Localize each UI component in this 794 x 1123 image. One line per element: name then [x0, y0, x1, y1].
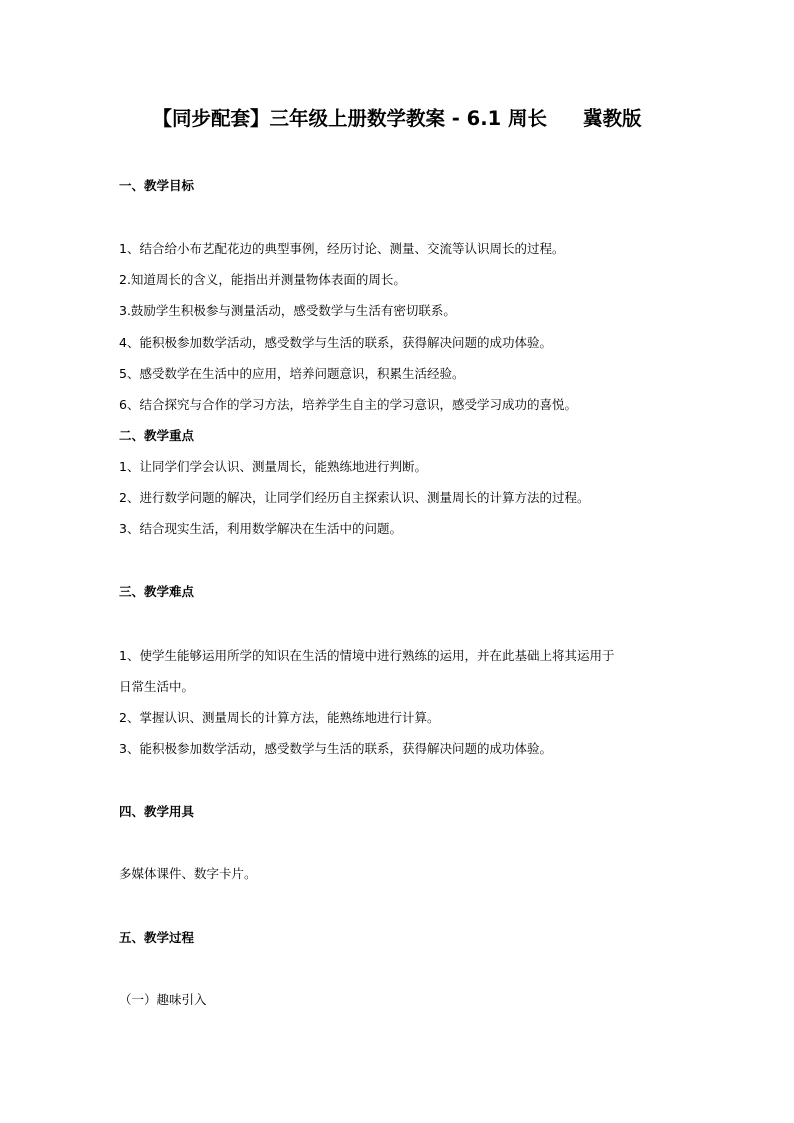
objective-item-5: 5、感受数学在生活中的应用，培养问题意识，积累生活经验。: [119, 366, 465, 381]
objective-item-1: 1、结合给小布艺配花边的典型事例，经历讨论、测量、交流等认识周长的过程。: [119, 241, 565, 256]
difficulty-item-2: 2、掌握认识、测量周长的计算方法，能熟练地进行计算。: [119, 710, 440, 725]
objective-item-6: 6、结合探究与合作的学习方法，培养学生自主的学习意识，感受学习成功的喜悦。: [119, 397, 577, 412]
document-title-main: 【同步配套】三年级上册数学教案 - 6.1 周长: [152, 107, 547, 130]
section-heading-objectives: 一、教学目标: [119, 178, 195, 193]
section-heading-difficulties: 三、教学难点: [119, 584, 195, 599]
teaching-process-subsection-1: （一）趣味引入: [119, 992, 207, 1007]
key-point-item-1: 1、让同学们学会认识、测量周长，能熟练地进行判断。: [119, 459, 427, 474]
section-heading-key-points: 二、教学重点: [119, 428, 195, 443]
objective-item-4: 4、能积极参加数学活动，感受数学与生活的联系，获得解决问题的成功体验。: [119, 335, 552, 350]
objective-item-3: 3.鼓励学生积极参与测量活动，感受数学与生活有密切联系。: [119, 303, 456, 318]
key-point-item-2: 2、进行数学问题的解决，让同学们经历自主探索认识、测量周长的计算方法的过程。: [119, 490, 590, 505]
difficulty-item-1-line-1: 1、使学生能够运用所学的知识在生活的情境中进行熟练的运用，并在此基础上将其运用于: [119, 648, 615, 663]
document-title: [0, 104, 794, 134]
key-point-item-3: 3、结合现实生活，利用数学解决在生活中的问题。: [119, 521, 402, 536]
difficulty-item-1-line-2: 日常生活中。: [119, 679, 195, 694]
document-title-edition: 冀教版: [583, 107, 642, 130]
difficulty-item-3: 3、能积极参加数学活动，感受数学与生活的联系，获得解决问题的成功体验。: [119, 741, 552, 756]
section-heading-teaching-process: 五、教学过程: [119, 930, 195, 945]
objective-item-2: 2.知道周长的含义，能指出并测量物体表面的周长。: [119, 272, 406, 287]
teaching-tools-content: 多媒体课件、数字卡片。: [119, 866, 257, 881]
section-heading-teaching-tools: 四、教学用具: [119, 804, 195, 819]
